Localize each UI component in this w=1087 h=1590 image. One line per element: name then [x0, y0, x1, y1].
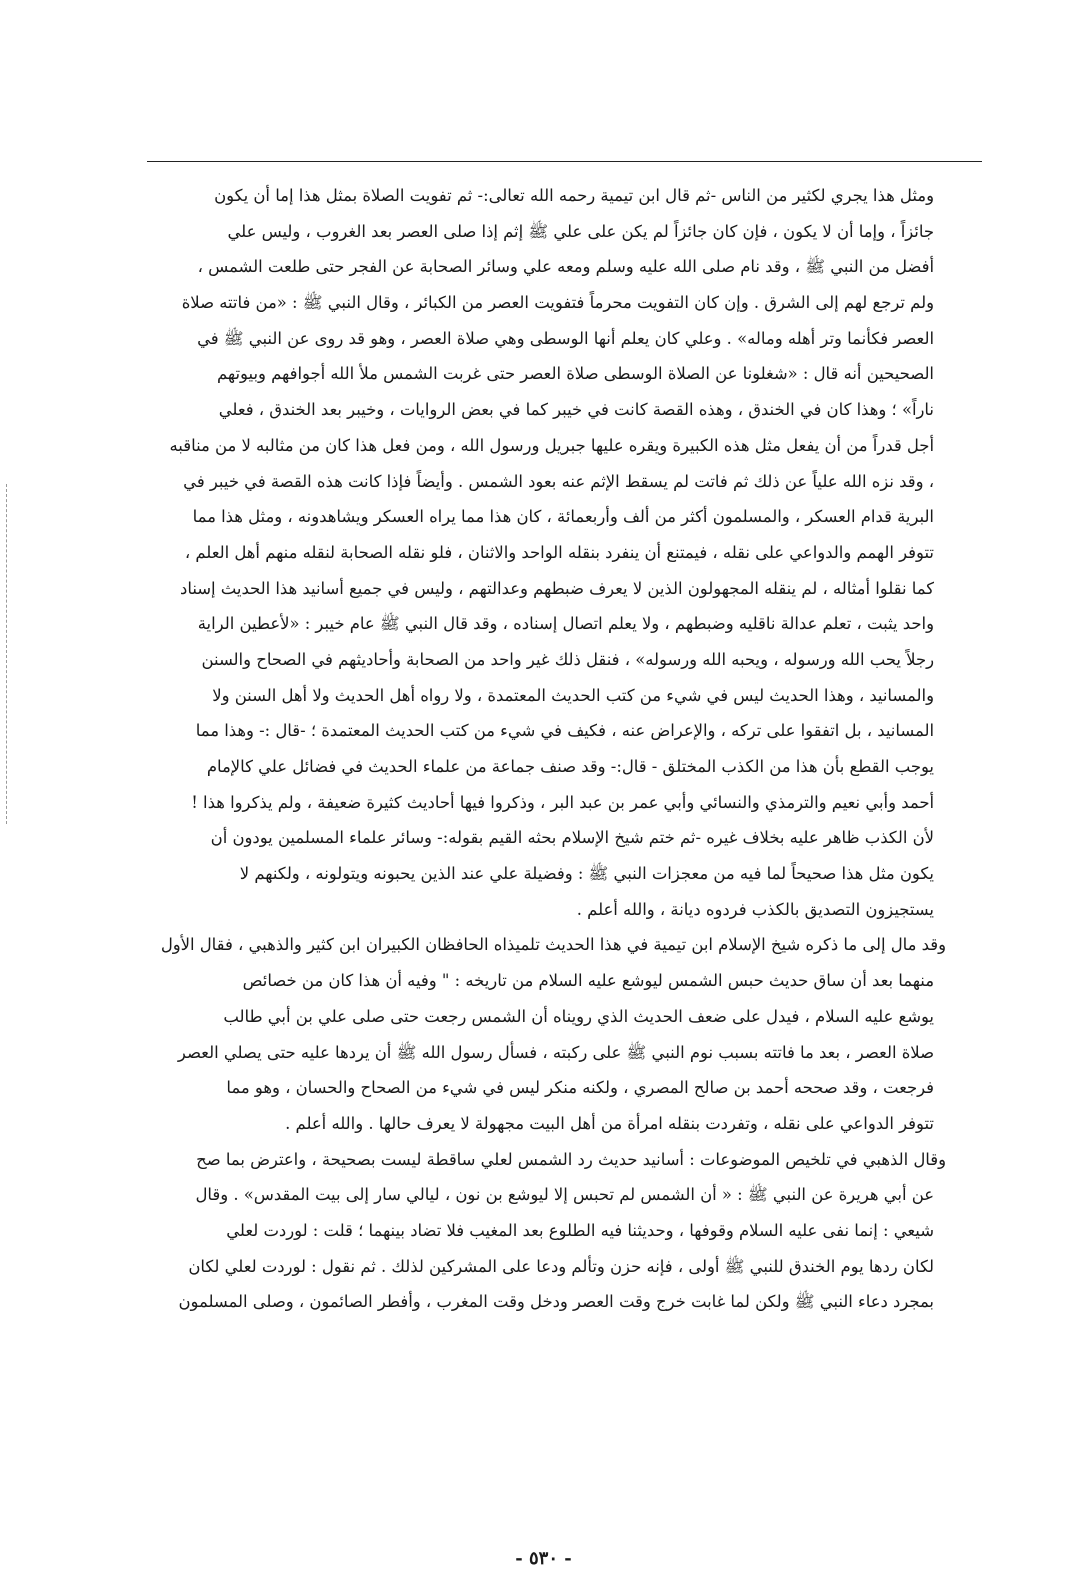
- text-line: البرية قدام العسكر ، والمسلمون أكثر من ألف وأربعمائة ، كان هذا مما يراه العسكر ويشاهدونه ، ومثل هذا مما: [192, 507, 934, 527]
- text-line: أفضل من النبي ﷺ ، وقد نام صلى الله عليه وسلم ومعه علي وسائر الصحابة عن الفجر حتى طلعت الشمس ،: [197, 257, 934, 277]
- text-line: ناراً» ؛ وهذا كان في الخندق ، وهذه القصة كانت في خيبر كما في بعض الروايات ، وخيبر بعد الخندق ، فعلي: [218, 400, 934, 420]
- text-line: ولم ترجع لهم إلى الشرق . وإن كان التفويت محرماً فتفويت العصر من الكبائر ، وقال النبي ﷺ : «من فاتته صلاة: [181, 293, 934, 313]
- text-line: تتوفر الهمم والدواعي على نقله ، فيمتنع أن ينفرد بنقله الواحد والاثنان ، فلو نقله الصحابة لنقله منهم أهل العلم ،: [184, 542, 934, 562]
- text-line: وقد مال إلى ما ذكره شيخ الإسلام ابن تيمية في هذا الحديث تلميذاه الحافظان الكبيران ابن كثير والذهبي ، فقال الأول: [160, 935, 946, 955]
- text-line: ومثل هذا يجري لكثير من الناس -ثم قال ابن تيمية رحمه الله تعالى:- ثم تفويت الصلاة بمثل هذا إما أن يكون: [214, 186, 934, 205]
- text-line: المسانيد ، بل اتفقوا على تركه ، والإعراض عنه ، فكيف في شيء من كتب الحديث المعتمدة ؛ -قال :- وهذا مما: [195, 721, 934, 741]
- text-line: أحمد وأبي نعيم والترمذي والنسائي وأبي عمر بن عبد البر ، وذكروا فيها أحاديث كثيرة ضعيفة ، ولم يذكروا هذا !: [191, 792, 934, 812]
- text-line: يوشع عليه السلام ، فيدل على ضعف الحديث الذي رويناه أن الشمس رجعت حتى صلى علي بن أبي طالب: [223, 1006, 934, 1026]
- text-line: وقال الذهبي في تلخيص الموضوعات : أسانيد حديث رد الشمس لعلي ساقطة ليست بصحيحة ، واعترض بما صح: [196, 1149, 946, 1169]
- margin-marks: [6, 484, 9, 824]
- text-line: فرجعت ، وقد صححه أحمد بن صالح المصري ، ولكنه منكر ليس في شيء من الصحاح والحسان ، وهو مما: [226, 1078, 934, 1098]
- page-body: [128, 178, 946, 1320]
- text-line: جائزاً ، وإما أن لا يكون ، فإن كان جائزاً لم يكن على علي ﷺ إثم إذا صلى العصر بعد الغروب ، وليس علي: [227, 221, 934, 241]
- text-line: ، وقد نزه الله علياً عن ذلك ثم فاتت لم يسقط الإثم عنه بعود الشمس . وأيضاً فإذا كانت هذه القصة في خيبر في: [183, 471, 934, 491]
- top-rule: [147, 161, 982, 162]
- paragraph-ibn-kathir: [128, 927, 946, 1141]
- text-line: يستجيزون التصديق بالكذب فردوه ديانة ، والله أعلم .: [576, 899, 934, 919]
- paragraph-dhahabi: [128, 1142, 946, 1320]
- text-line: منهما بعد أن ساق حديث حبس الشمس ليوشع عليه السلام من تاريخه : " وفيه أن هذا كان من خصائص: [242, 971, 934, 991]
- text-line: واحد يثبت ، تعلم عدالة ناقليه وضبطهم ، ولا يعلم اتصال إسناده ، وقد قال النبي ﷺ عام خيبر : «لأعطين الراية: [197, 614, 934, 634]
- text-line: الصحيحين أنه قال : «شغلونا عن الصلاة الوسطى صلاة العصر حتى غربت الشمس ملأ الله أجوافهم وبيوتهم: [217, 364, 934, 384]
- text-line: أجل قدراً من أن يفعل مثل هذه الكبيرة ويقره عليها جبريل ورسول الله ، ومن فعل هذا كان من مثالبه لا من مناقبه: [169, 435, 934, 455]
- text-line: يكون مثل هذا صحيحاً لما فيه من معجزات النبي ﷺ : وفضيلة علي عند الذين يحبونه ويتولونه ، ولكنهم لا: [239, 864, 934, 884]
- text-line: بمجرد دعاء النبي ﷺ ولكن لما غابت خرج وقت العصر ودخل وقت المغرب ، وأفطر الصائمون ، وصلى المسلمون: [178, 1292, 934, 1312]
- text-line: العصر فكأنما وتر أهله وماله» . وعلي كان يعلم أنها الوسطى وهي صلاة العصر ، وهو قد روى عن النبي ﷺ في: [197, 328, 934, 348]
- text-line: يوجب القطع بأن هذا من الكذب المختلق - قال:- وقد صنف جماعة من علماء الحديث في فضائل علي كالإمام: [206, 757, 934, 776]
- page-number: - ٥٣٠ -: [515, 1548, 572, 1569]
- text-line: لأن الكذب ظاهر عليه بخلاف غيره -ثم ختم شيخ الإسلام بحثه القيم بقوله:- وسائر علماء المسلمين يودون أن: [210, 828, 934, 848]
- text-line: والمسانيد ، وهذا الحديث ليس في شيء من كتب الحديث المعتمدة ، ولا رواه أهل الحديث ولا أهل السنن ولا: [212, 685, 934, 705]
- text-line: تتوفر الدواعي على نقله ، وتفردت بنقله امرأة من أهل البيت مجهولة لا يعرف حالها . والله أعلم .: [285, 1113, 934, 1133]
- text-line: شيعي : إنما نفى عليه السلام وقوفها ، وحديثنا فيه الطلوع بعد المغيب فلا تضاد بينهما ؛ قلت : لوردت لعلي: [226, 1220, 934, 1240]
- text-line: كما نقلوا أمثاله ، لم ينقله المجهولون الذين لا يعرف ضبطهم وعدالتهم ، وليس في جميع أسانيد هذا الحديث إسناد: [180, 578, 934, 598]
- text-line: رجلاً يحب الله ورسوله ، ويحبه الله ورسوله» ، فنقل ذلك غير واحد من الصحابة وأحاديثهم في الصحاح والسنن: [201, 649, 934, 669]
- quoted-passage: [128, 178, 934, 927]
- text-line: لكان ردها يوم الخندق للنبي ﷺ أولى ، فإنه حزن وتألم ودعا على المشركين لذلك . ثم نقول : لوردت لعلي لكان: [188, 1256, 934, 1276]
- text-line: عن أبي هريرة عن النبي ﷺ : « أن الشمس لم تحبس إلا ليوشع بن نون ، ليالي سار إلى بيت المقدس» . وقال: [195, 1185, 934, 1205]
- text-line: صلاة العصر ، بعد ما فاتته بسبب نوم النبي ﷺ على ركبته ، فسأل رسول الله ﷺ أن يردها عليه حتى يصلي العصر: [177, 1042, 934, 1062]
